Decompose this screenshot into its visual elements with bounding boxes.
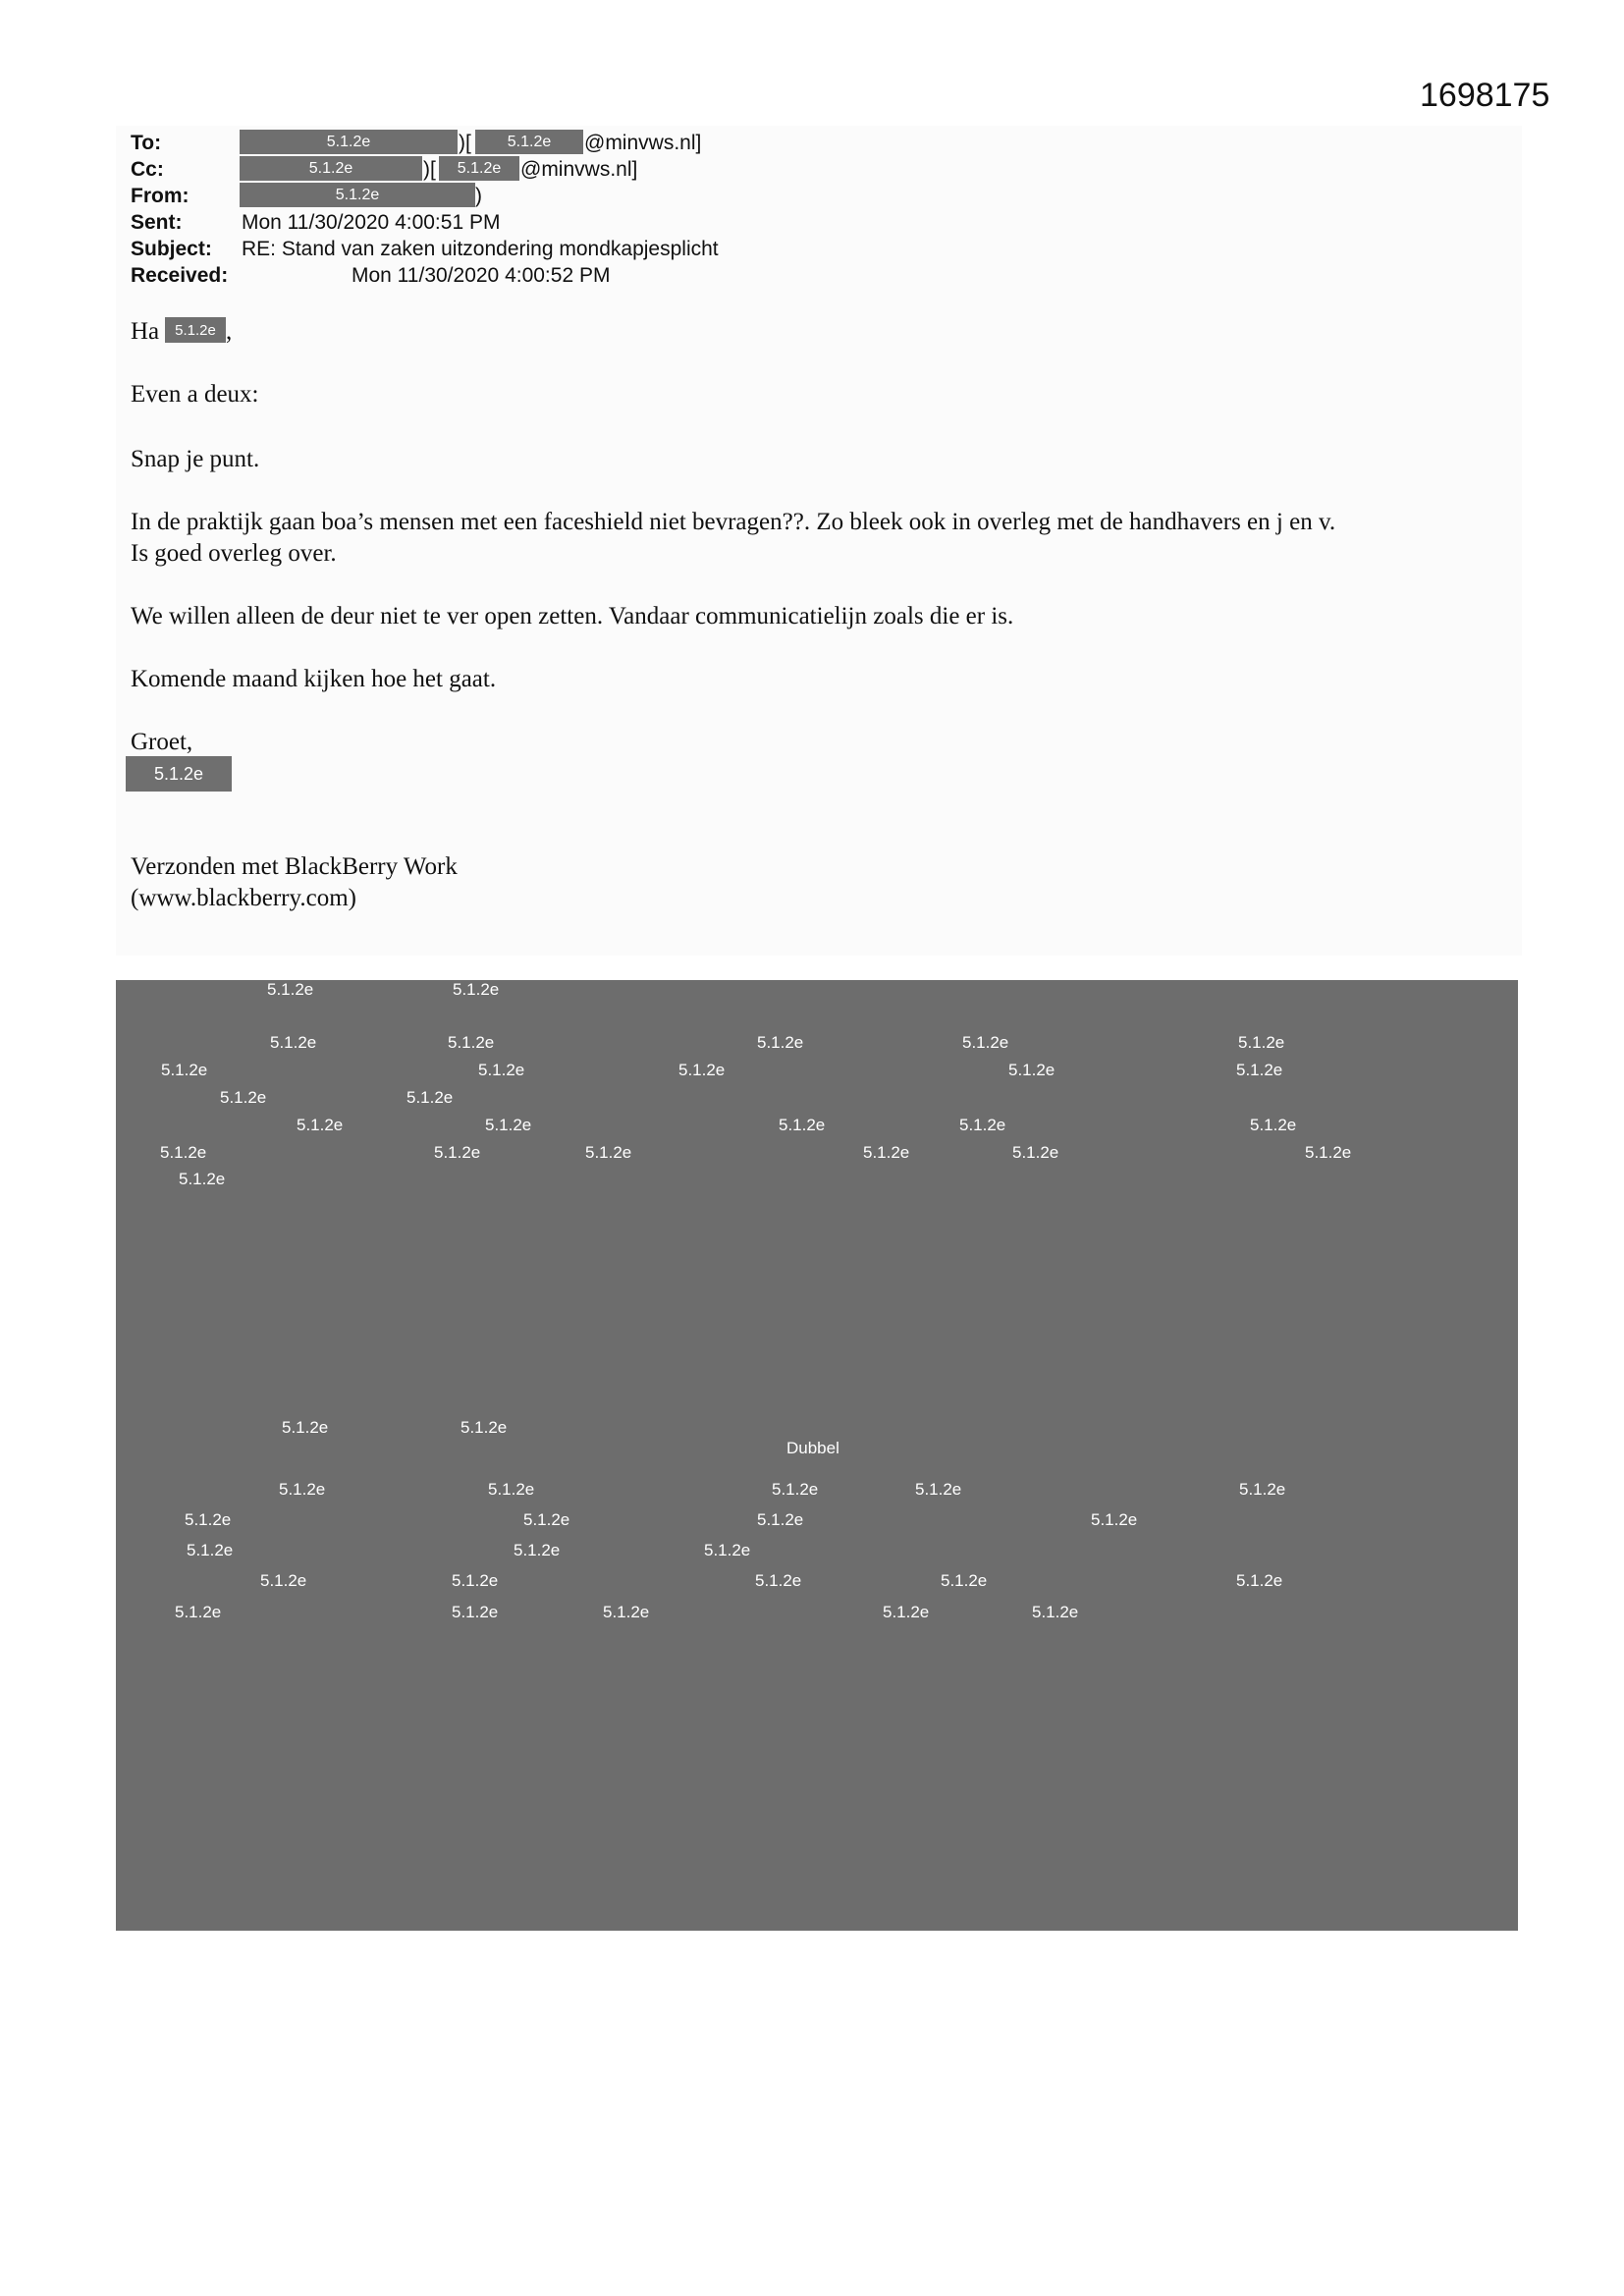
paragraph-4: We willen alleen de deur niet te ver open zetten. Vandaar communicatielijn zoals die er is. <box>131 603 1014 629</box>
redaction-tag: 5.1.2e <box>1032 1603 1079 1621</box>
redaction-tag: 5.1.2e <box>460 1418 508 1437</box>
redaction-tag: 5.1.2e <box>678 1061 726 1079</box>
redaction-tag: 5.1.2e <box>1250 1116 1297 1134</box>
redaction-tag: 5.1.2e <box>883 1603 930 1621</box>
signature-line-2: (www.blackberry.com) <box>131 885 356 911</box>
redaction-tag: 5.1.2e <box>260 1571 307 1590</box>
received-label: Received: <box>131 264 229 287</box>
cc-redaction-email: 5.1.2e <box>439 156 519 181</box>
redaction-tag: 5.1.2e <box>915 1480 962 1499</box>
redaction-tag: 5.1.2e <box>179 1170 226 1188</box>
cc-label: Cc: <box>131 158 164 181</box>
redaction-tag: 5.1.2e <box>279 1480 326 1499</box>
from-label: From: <box>131 185 189 207</box>
to-redaction-email: 5.1.2e <box>475 130 583 154</box>
sent-value: Mon 11/30/2020 4:00:51 PM <box>242 211 501 234</box>
redaction-tag: 5.1.2e <box>704 1541 751 1559</box>
greeting-suffix: , <box>226 318 233 345</box>
redaction-tag: 5.1.2e <box>1236 1061 1283 1079</box>
redaction-tag: 5.1.2e <box>161 1061 208 1079</box>
from-close-paren: ) <box>475 185 482 207</box>
redaction-tag: 5.1.2e <box>757 1033 804 1052</box>
redaction-tag: 5.1.2e <box>585 1143 632 1162</box>
to-label: To: <box>131 132 162 154</box>
redaction-tag: 5.1.2e <box>1305 1143 1352 1162</box>
redaction-tag: 5.1.2e <box>603 1603 650 1621</box>
redaction-tag: 5.1.2e <box>175 1603 222 1621</box>
redaction-tag: 5.1.2e <box>779 1116 826 1134</box>
redaction-tag: 5.1.2e <box>1008 1061 1056 1079</box>
paragraph-5: Komende maand kijken hoe het gaat. <box>131 666 497 692</box>
cc-redaction-name: 5.1.2e <box>240 156 422 181</box>
redaction-tag: 5.1.2e <box>962 1033 1009 1052</box>
greeting-redaction: 5.1.2e <box>165 317 226 343</box>
cc-email-domain: @minvws.nl] <box>520 158 638 181</box>
redaction-tag: 5.1.2e <box>959 1116 1006 1134</box>
redaction-tag: 5.1.2e <box>452 1571 499 1590</box>
signature-redaction: 5.1.2e <box>126 756 232 792</box>
redaction-tag: 5.1.2e <box>160 1143 207 1162</box>
greeting-prefix: Ha <box>131 318 160 345</box>
received-value: Mon 11/30/2020 4:00:52 PM <box>352 264 611 287</box>
redaction-tag: 5.1.2e <box>478 1061 525 1079</box>
signature-line-1: Verzonden met BlackBerry Work <box>131 853 458 880</box>
redaction-tag: 5.1.2e <box>755 1571 802 1590</box>
redaction-tag: 5.1.2e <box>514 1541 561 1559</box>
redaction-tag: 5.1.2e <box>941 1571 988 1590</box>
to-email-domain: @minvws.nl] <box>584 132 702 154</box>
redaction-tag: 5.1.2e <box>453 980 500 999</box>
redaction-tag: 5.1.2e <box>434 1143 481 1162</box>
sent-label: Sent: <box>131 211 183 234</box>
redaction-tag: 5.1.2e <box>452 1603 499 1621</box>
redaction-tag: 5.1.2e <box>757 1510 804 1529</box>
redaction-tag: 5.1.2e <box>187 1541 234 1559</box>
to-separator: )[ <box>459 132 471 154</box>
redaction-tag: 5.1.2e <box>1239 1480 1286 1499</box>
dubbel-label: Dubbel <box>786 1439 839 1457</box>
paragraph-1: Even a deux: <box>131 381 259 408</box>
paragraph-2: Snap je punt. <box>131 446 260 472</box>
redaction-tag: 5.1.2e <box>863 1143 910 1162</box>
paragraph-3-line-2: Is goed overleg over. <box>131 540 337 567</box>
redaction-tag: 5.1.2e <box>523 1510 570 1529</box>
from-redaction: 5.1.2e <box>240 183 475 207</box>
redaction-tag: 5.1.2e <box>267 980 314 999</box>
document-number: 1698175 <box>1420 77 1550 114</box>
subject-value: RE: Stand van zaken uitzondering mondkapjesplicht <box>242 238 719 260</box>
paragraph-3-line-1: In de praktijk gaan boa’s mensen met een faceshield niet bevragen??. Zo bleek ook in overleg met de handhavers en j en v. <box>131 509 1336 535</box>
redaction-tag: 5.1.2e <box>772 1480 819 1499</box>
redaction-tag: 5.1.2e <box>1091 1510 1138 1529</box>
closing: Groet, <box>131 729 193 755</box>
redaction-tag: 5.1.2e <box>220 1088 267 1107</box>
redaction-tag: 5.1.2e <box>406 1088 454 1107</box>
redaction-tag: 5.1.2e <box>282 1418 329 1437</box>
cc-separator: )[ <box>423 158 436 181</box>
redaction-tag: 5.1.2e <box>270 1033 317 1052</box>
redaction-tag: 5.1.2e <box>485 1116 532 1134</box>
redaction-tag: 5.1.2e <box>448 1033 495 1052</box>
redaction-tag: 5.1.2e <box>185 1510 232 1529</box>
redaction-tag: 5.1.2e <box>1012 1143 1059 1162</box>
redaction-tag: 5.1.2e <box>1238 1033 1285 1052</box>
redaction-tag: 5.1.2e <box>1236 1571 1283 1590</box>
redaction-tag: 5.1.2e <box>297 1116 344 1134</box>
redaction-tag: 5.1.2e <box>488 1480 535 1499</box>
to-redaction-name: 5.1.2e <box>240 130 458 154</box>
subject-label: Subject: <box>131 238 212 260</box>
